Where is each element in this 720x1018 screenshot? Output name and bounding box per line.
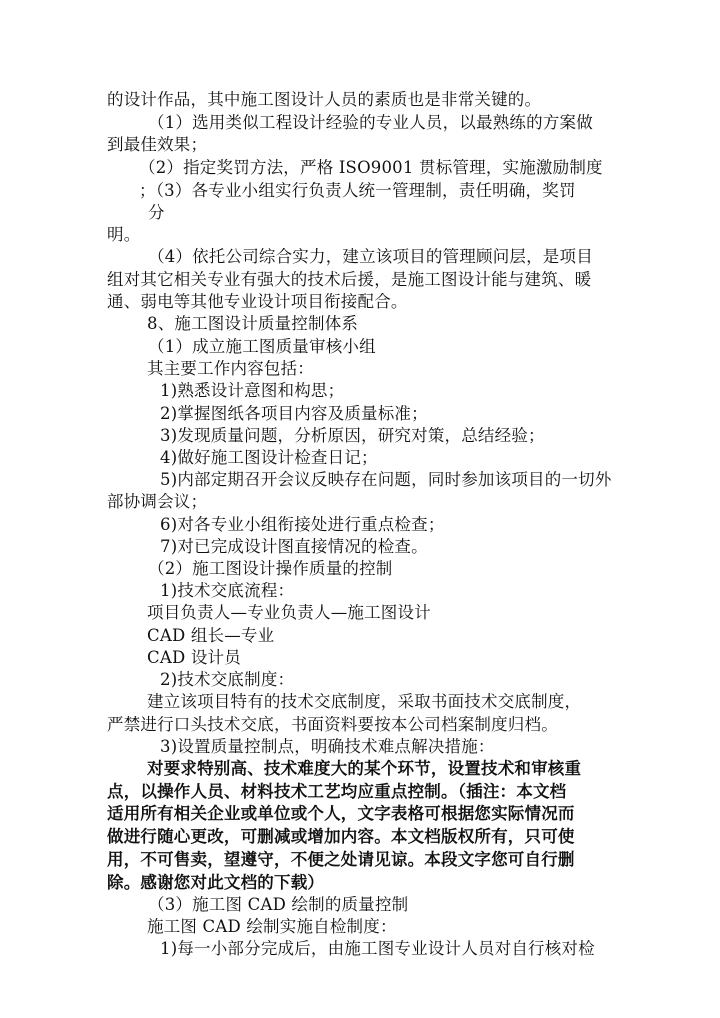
text-line: ；（3）各专业小组实行负责人统一管理制，责任明确，奖罚 <box>139 181 576 200</box>
text-line: 到最佳效果； <box>107 135 208 154</box>
text-line: 组对其它相关专业有强大的技术后援，是施工图设计能与建筑、暖 <box>107 270 592 289</box>
list-item: 3)设置质量控制点，明确技术难点解决措施： <box>160 737 495 756</box>
list-item: 6)对各专业小组衔接处进行重点检查； <box>160 515 445 534</box>
text-line: 分 <box>148 203 165 222</box>
notice-line: 用，不可售卖，望遵守，不便之处请见谅。本段文字您可自行删 <box>107 850 575 869</box>
list-item: 4)做好施工图设计检查日记； <box>160 448 378 467</box>
text-line: 部协调会议； <box>107 492 208 511</box>
list-item: 1)熟悉设计意图和构思； <box>160 381 345 400</box>
text-line: 施工图 CAD 绘制实施自检制度： <box>147 917 397 936</box>
text-line: （4）依托公司综合实力，建立该项目的管理顾问层，是项目 <box>148 247 593 266</box>
text-line: 其主要工作内容包括： <box>147 359 314 378</box>
text-line: CAD 组长—专业 <box>147 626 275 645</box>
notice-line: 除。感谢您对此文档的下载） <box>107 873 325 892</box>
text-line: 严禁进行口头技术交底，书面资料要按本公司档案制度归档。 <box>107 715 558 734</box>
list-item: 1)每一小部分完成后，由施工图专业设计人员对自行核对检 <box>160 939 595 958</box>
text-line: 的设计作品，其中施工图设计人员的素质也是非常关键的。 <box>107 90 542 109</box>
list-item: 2)掌握图纸各项目内容及质量标准； <box>160 404 428 423</box>
section-heading: 8、施工图设计质量控制体系 <box>147 314 359 333</box>
subsection-heading: （3）施工图 CAD 绘制的质量控制 <box>148 895 409 914</box>
text-line: （1）选用类似工程设计经验的专业人员，以最熟练的方案做 <box>148 113 593 132</box>
text-line: 通、弱电等其他专业设计项目衔接配合。 <box>107 292 408 311</box>
notice-line: 点，以操作人员、材料技术工艺均应重点控制。（插注：本文档 <box>107 782 567 801</box>
list-item: 2)技术交底制度： <box>160 670 295 689</box>
text-line: 项目负责人—专业负责人—施工图设计 <box>147 603 431 622</box>
text-line: 建立该项目特有的技术交底制度，采取书面技术交底制度， <box>147 692 582 711</box>
notice-line: 适用所有相关企业或单位或个人，文字表格可根据您实际情况而 <box>107 804 575 823</box>
list-item: 5)内部定期召开会议反映存在问题，同时参加该项目的一切外 <box>160 470 612 489</box>
list-item: 3)发现质量问题，分析原因，研究对策，总结经验； <box>160 426 545 445</box>
subsection-heading: （1）成立施工图质量审核小组 <box>148 337 376 356</box>
list-item: 1)技术交底流程： <box>160 581 295 600</box>
subsection-heading: （2）施工图设计操作质量的控制 <box>148 559 393 578</box>
notice-line: 对要求特别高、技术难度大的某个环节，设置技术和审核重 <box>147 759 582 778</box>
notice-line: 做进行随心更改，可删减或增加内容。本文档版权所有，只可使 <box>107 827 575 846</box>
text-line: CAD 设计员 <box>147 648 241 667</box>
list-item: 7)对已完成设计图直接情况的检查。 <box>160 537 428 556</box>
text-line: （2）指定奖罚方法，严格 ISO9001 贯标管理，实施激励制度 <box>139 158 603 177</box>
text-line: 明。 <box>107 225 141 244</box>
